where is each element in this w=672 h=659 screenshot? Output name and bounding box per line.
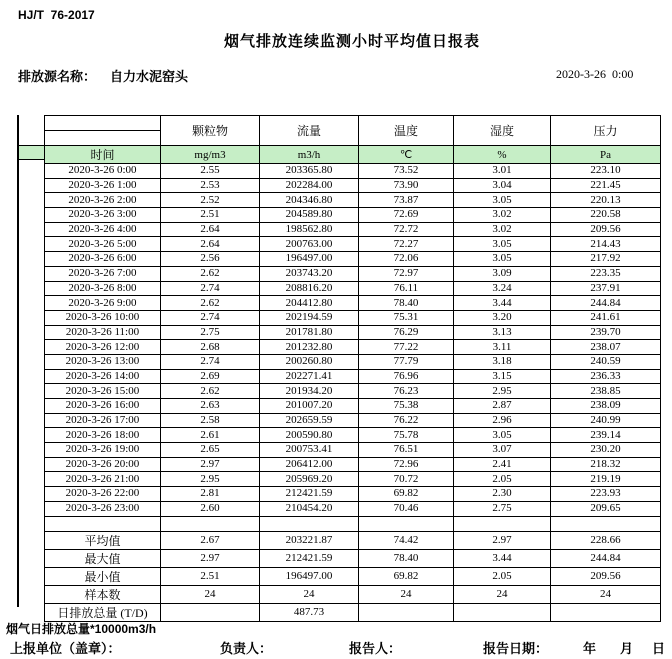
value-cell: 3.09: [454, 266, 551, 281]
time-cell: 2020-3-26 23:00: [45, 501, 161, 516]
table-row: [45, 369, 661, 384]
value-cell: 3.07: [454, 443, 551, 458]
value-cell: 3.18: [454, 354, 551, 369]
value-cell: 236.33: [551, 369, 661, 384]
table-row: [45, 428, 661, 443]
column-header-flow: 流量: [260, 116, 359, 146]
value-cell: 3.15: [454, 369, 551, 384]
value-cell: 3.02: [454, 222, 551, 237]
time-cell: 2020-3-26 19:00: [45, 443, 161, 458]
value-cell: 2.64: [161, 222, 260, 237]
time-cell: 2020-3-26 13:00: [45, 354, 161, 369]
value-cell: 2.74: [161, 310, 260, 325]
manager-label: 负责人：: [220, 641, 273, 656]
value-cell: 217.92: [551, 252, 661, 267]
table-row: [45, 399, 661, 414]
value-cell: 3.05: [454, 193, 551, 208]
value-cell: 200763.00: [260, 237, 359, 252]
time-cell: 2020-3-26 1:00: [45, 178, 161, 193]
time-cell: 2020-3-26 0:00: [45, 164, 161, 179]
table-row: [45, 413, 661, 428]
value-cell: 3.05: [454, 252, 551, 267]
time-row-green-stub: [19, 145, 44, 160]
value-cell: 244.84: [551, 296, 661, 311]
value-cell: 73.90: [359, 178, 454, 193]
emission-source-label: 排放源名称：: [18, 69, 97, 84]
value-cell: 2.75: [161, 325, 260, 340]
value-cell: 3.05: [454, 237, 551, 252]
reporter-label: 报告人：: [349, 641, 402, 656]
summary-value-cell: 203221.87: [260, 531, 359, 549]
value-cell: 2.56: [161, 252, 260, 267]
table-row: [45, 340, 661, 355]
summary-value-cell: 24: [161, 585, 260, 603]
value-cell: 73.87: [359, 193, 454, 208]
time-cell: 2020-3-26 17:00: [45, 413, 161, 428]
table-row: [45, 501, 661, 516]
page-title: 烟气排放连续监测小时平均值日报表: [223, 33, 480, 50]
summary-value-cell: [161, 603, 260, 621]
summary-value-cell: 212421.59: [260, 549, 359, 567]
value-cell: 238.85: [551, 384, 661, 399]
summary-value-cell: [551, 603, 661, 621]
footer-note: 烟气日排放总量*10000m3/h: [6, 622, 157, 636]
value-cell: 239.14: [551, 428, 661, 443]
value-cell: 72.97: [359, 266, 454, 281]
time-cell: 2020-3-26 15:00: [45, 384, 161, 399]
value-cell: 221.45: [551, 178, 661, 193]
report-date-label: 报告日期：: [483, 641, 549, 656]
empty-cell: [260, 516, 359, 531]
time-cell: 2020-3-26 2:00: [45, 193, 161, 208]
summary-value-cell: 3.44: [454, 549, 551, 567]
value-cell: 230.20: [551, 443, 661, 458]
summary-row: [45, 585, 661, 603]
summary-value-cell: 69.82: [359, 567, 454, 585]
time-cell: 2020-3-26 22:00: [45, 487, 161, 502]
value-cell: 205969.20: [260, 472, 359, 487]
summary-value-cell: 24: [260, 585, 359, 603]
value-cell: 203365.80: [260, 164, 359, 179]
value-cell: 76.51: [359, 443, 454, 458]
table-row: [45, 472, 661, 487]
value-cell: 202284.00: [260, 178, 359, 193]
unit-celsius: ℃: [359, 146, 454, 164]
spacer-row: [45, 516, 661, 531]
value-cell: 72.72: [359, 222, 454, 237]
unit-m3-h: m3/h: [260, 146, 359, 164]
table-body: [45, 164, 661, 622]
table-left-gutter-bar: [17, 115, 19, 607]
table-row: [45, 164, 661, 179]
value-cell: 76.22: [359, 413, 454, 428]
value-cell: 70.46: [359, 501, 454, 516]
value-cell: 220.58: [551, 208, 661, 223]
value-cell: 238.09: [551, 399, 661, 414]
monitoring-data-table: [44, 115, 661, 622]
summary-value-cell: 24: [551, 585, 661, 603]
value-cell: 2.87: [454, 399, 551, 414]
summary-value-cell: 228.66: [551, 531, 661, 549]
time-cell: 2020-3-26 21:00: [45, 472, 161, 487]
value-cell: 200260.80: [260, 354, 359, 369]
value-cell: 2.69: [161, 369, 260, 384]
emission-source-line: [18, 66, 188, 85]
value-cell: 78.40: [359, 296, 454, 311]
table-row: [45, 281, 661, 296]
value-cell: 2.81: [161, 487, 260, 502]
day-label: 日: [652, 641, 666, 656]
value-cell: 2.74: [161, 281, 260, 296]
time-cell: 2020-3-26 11:00: [45, 325, 161, 340]
value-cell: 200753.41: [260, 443, 359, 458]
table-row: [45, 237, 661, 252]
value-cell: 2.68: [161, 340, 260, 355]
value-cell: 3.20: [454, 310, 551, 325]
value-cell: 2.96: [454, 413, 551, 428]
time-cell: 2020-3-26 20:00: [45, 457, 161, 472]
value-cell: 238.07: [551, 340, 661, 355]
value-cell: 206412.00: [260, 457, 359, 472]
time-cell: 2020-3-26 3:00: [45, 208, 161, 223]
time-cell: 2020-3-26 16:00: [45, 399, 161, 414]
value-cell: 196497.00: [260, 252, 359, 267]
table-row: [45, 384, 661, 399]
time-cell: 2020-3-26 4:00: [45, 222, 161, 237]
value-cell: 3.04: [454, 178, 551, 193]
summary-label: 最大值: [45, 549, 161, 567]
value-cell: 72.69: [359, 208, 454, 223]
table-row: [45, 443, 661, 458]
report-unit-label: 上报单位（盖章）：: [10, 641, 121, 656]
value-cell: 2.51: [161, 208, 260, 223]
value-cell: 208816.20: [260, 281, 359, 296]
time-cell: 2020-3-26 14:00: [45, 369, 161, 384]
value-cell: 201934.20: [260, 384, 359, 399]
table-row: [45, 457, 661, 472]
summary-value-cell: 487.73: [260, 603, 359, 621]
value-cell: 240.99: [551, 413, 661, 428]
value-cell: 2.55: [161, 164, 260, 179]
unit-pa: Pa: [551, 146, 661, 164]
value-cell: 204589.80: [260, 208, 359, 223]
value-cell: 209.56: [551, 222, 661, 237]
column-header-humidity: 湿度: [454, 116, 551, 146]
table-row: [45, 208, 661, 223]
summary-row: [45, 531, 661, 549]
table-row: [45, 310, 661, 325]
header-empty-cell: [45, 116, 161, 131]
time-cell: 2020-3-26 18:00: [45, 428, 161, 443]
value-cell: 201232.80: [260, 340, 359, 355]
value-cell: 77.22: [359, 340, 454, 355]
value-cell: 2.63: [161, 399, 260, 414]
summary-value-cell: 209.56: [551, 567, 661, 585]
value-cell: 2.62: [161, 384, 260, 399]
summary-row: [45, 603, 661, 621]
summary-value-cell: 78.40: [359, 549, 454, 567]
year-label: 年: [583, 641, 597, 656]
summary-value-cell: [454, 603, 551, 621]
value-cell: 241.61: [551, 310, 661, 325]
report-datetime: 2020-3-26 0:00: [556, 67, 634, 81]
summary-value-cell: 244.84: [551, 549, 661, 567]
value-cell: 75.38: [359, 399, 454, 414]
value-cell: 76.11: [359, 281, 454, 296]
header-row-top: [45, 116, 661, 131]
time-cell: 2020-3-26 7:00: [45, 266, 161, 281]
summary-value-cell: 2.97: [454, 531, 551, 549]
summary-label: 最小值: [45, 567, 161, 585]
value-cell: 209.65: [551, 501, 661, 516]
value-cell: 76.29: [359, 325, 454, 340]
value-cell: 202659.59: [260, 413, 359, 428]
table-row: [45, 178, 661, 193]
standard-code: HJ/T 76-2017: [18, 8, 95, 22]
table-row: [45, 252, 661, 267]
month-label: 月: [620, 641, 634, 656]
value-cell: 210454.20: [260, 501, 359, 516]
value-cell: 204346.80: [260, 193, 359, 208]
table-row: [45, 354, 661, 369]
table-row: [45, 296, 661, 311]
time-cell: 2020-3-26 5:00: [45, 237, 161, 252]
value-cell: 204412.80: [260, 296, 359, 311]
value-cell: 203743.20: [260, 266, 359, 281]
value-cell: 202194.59: [260, 310, 359, 325]
column-header-pressure: 压力: [551, 116, 661, 146]
value-cell: 73.52: [359, 164, 454, 179]
value-cell: 223.10: [551, 164, 661, 179]
value-cell: 3.44: [454, 296, 551, 311]
units-row: [45, 146, 661, 164]
value-cell: 69.82: [359, 487, 454, 502]
value-cell: 200590.80: [260, 428, 359, 443]
time-cell: 2020-3-26 8:00: [45, 281, 161, 296]
value-cell: 2.62: [161, 266, 260, 281]
value-cell: 220.13: [551, 193, 661, 208]
value-cell: 72.96: [359, 457, 454, 472]
value-cell: 77.79: [359, 354, 454, 369]
value-cell: 3.05: [454, 428, 551, 443]
value-cell: 2.30: [454, 487, 551, 502]
value-cell: 2.41: [454, 457, 551, 472]
value-cell: 76.23: [359, 384, 454, 399]
empty-cell: [454, 516, 551, 531]
column-header-particulate: 颗粒物: [161, 116, 260, 146]
empty-cell: [161, 516, 260, 531]
value-cell: 2.97: [161, 457, 260, 472]
table-header: [45, 116, 661, 164]
unit-percent: %: [454, 146, 551, 164]
value-cell: 2.52: [161, 193, 260, 208]
value-cell: 2.95: [454, 384, 551, 399]
value-cell: 2.60: [161, 501, 260, 516]
time-column-header: 时间: [45, 146, 161, 164]
value-cell: 3.11: [454, 340, 551, 355]
summary-value-cell: 196497.00: [260, 567, 359, 585]
value-cell: 72.27: [359, 237, 454, 252]
column-header-temperature: 温度: [359, 116, 454, 146]
summary-value-cell: 2.97: [161, 549, 260, 567]
time-cell: 2020-3-26 6:00: [45, 252, 161, 267]
summary-value-cell: 2.51: [161, 567, 260, 585]
value-cell: 75.78: [359, 428, 454, 443]
header-empty-cell: [45, 131, 161, 146]
summary-row: [45, 567, 661, 585]
empty-cell: [359, 516, 454, 531]
value-cell: 2.58: [161, 413, 260, 428]
value-cell: 218.32: [551, 457, 661, 472]
value-cell: 3.24: [454, 281, 551, 296]
value-cell: 2.65: [161, 443, 260, 458]
value-cell: 2.61: [161, 428, 260, 443]
summary-row: [45, 549, 661, 567]
value-cell: 2.74: [161, 354, 260, 369]
value-cell: 237.91: [551, 281, 661, 296]
summary-value-cell: 2.67: [161, 531, 260, 549]
value-cell: 2.62: [161, 296, 260, 311]
value-cell: 202271.41: [260, 369, 359, 384]
value-cell: 75.31: [359, 310, 454, 325]
value-cell: 239.70: [551, 325, 661, 340]
value-cell: 70.72: [359, 472, 454, 487]
unit-mg-m3: mg/m3: [161, 146, 260, 164]
summary-value-cell: 24: [359, 585, 454, 603]
value-cell: 201781.80: [260, 325, 359, 340]
value-cell: 198562.80: [260, 222, 359, 237]
time-cell: 2020-3-26 9:00: [45, 296, 161, 311]
time-cell: 2020-3-26 10:00: [45, 310, 161, 325]
summary-value-cell: 2.05: [454, 567, 551, 585]
value-cell: 201007.20: [260, 399, 359, 414]
value-cell: 2.95: [161, 472, 260, 487]
value-cell: 212421.59: [260, 487, 359, 502]
value-cell: 2.75: [454, 501, 551, 516]
value-cell: 3.01: [454, 164, 551, 179]
empty-cell: [551, 516, 661, 531]
emission-source-name: 自力水泥窑头: [110, 69, 189, 84]
value-cell: 2.53: [161, 178, 260, 193]
value-cell: 240.59: [551, 354, 661, 369]
summary-label: 平均值: [45, 531, 161, 549]
summary-label: 样本数: [45, 585, 161, 603]
summary-value-cell: [359, 603, 454, 621]
value-cell: 2.64: [161, 237, 260, 252]
value-cell: 223.35: [551, 266, 661, 281]
empty-cell: [45, 516, 161, 531]
value-cell: 3.02: [454, 208, 551, 223]
value-cell: 2.05: [454, 472, 551, 487]
value-cell: 219.19: [551, 472, 661, 487]
summary-label: 日排放总量 (T/D): [45, 603, 161, 621]
summary-value-cell: 74.42: [359, 531, 454, 549]
time-cell: 2020-3-26 12:00: [45, 340, 161, 355]
value-cell: 76.96: [359, 369, 454, 384]
value-cell: 3.13: [454, 325, 551, 340]
table-row: [45, 193, 661, 208]
value-cell: 72.06: [359, 252, 454, 267]
value-cell: 223.93: [551, 487, 661, 502]
table-row: [45, 222, 661, 237]
summary-value-cell: 24: [454, 585, 551, 603]
table-row: [45, 487, 661, 502]
table-row: [45, 325, 661, 340]
table-row: [45, 266, 661, 281]
value-cell: 214.43: [551, 237, 661, 252]
